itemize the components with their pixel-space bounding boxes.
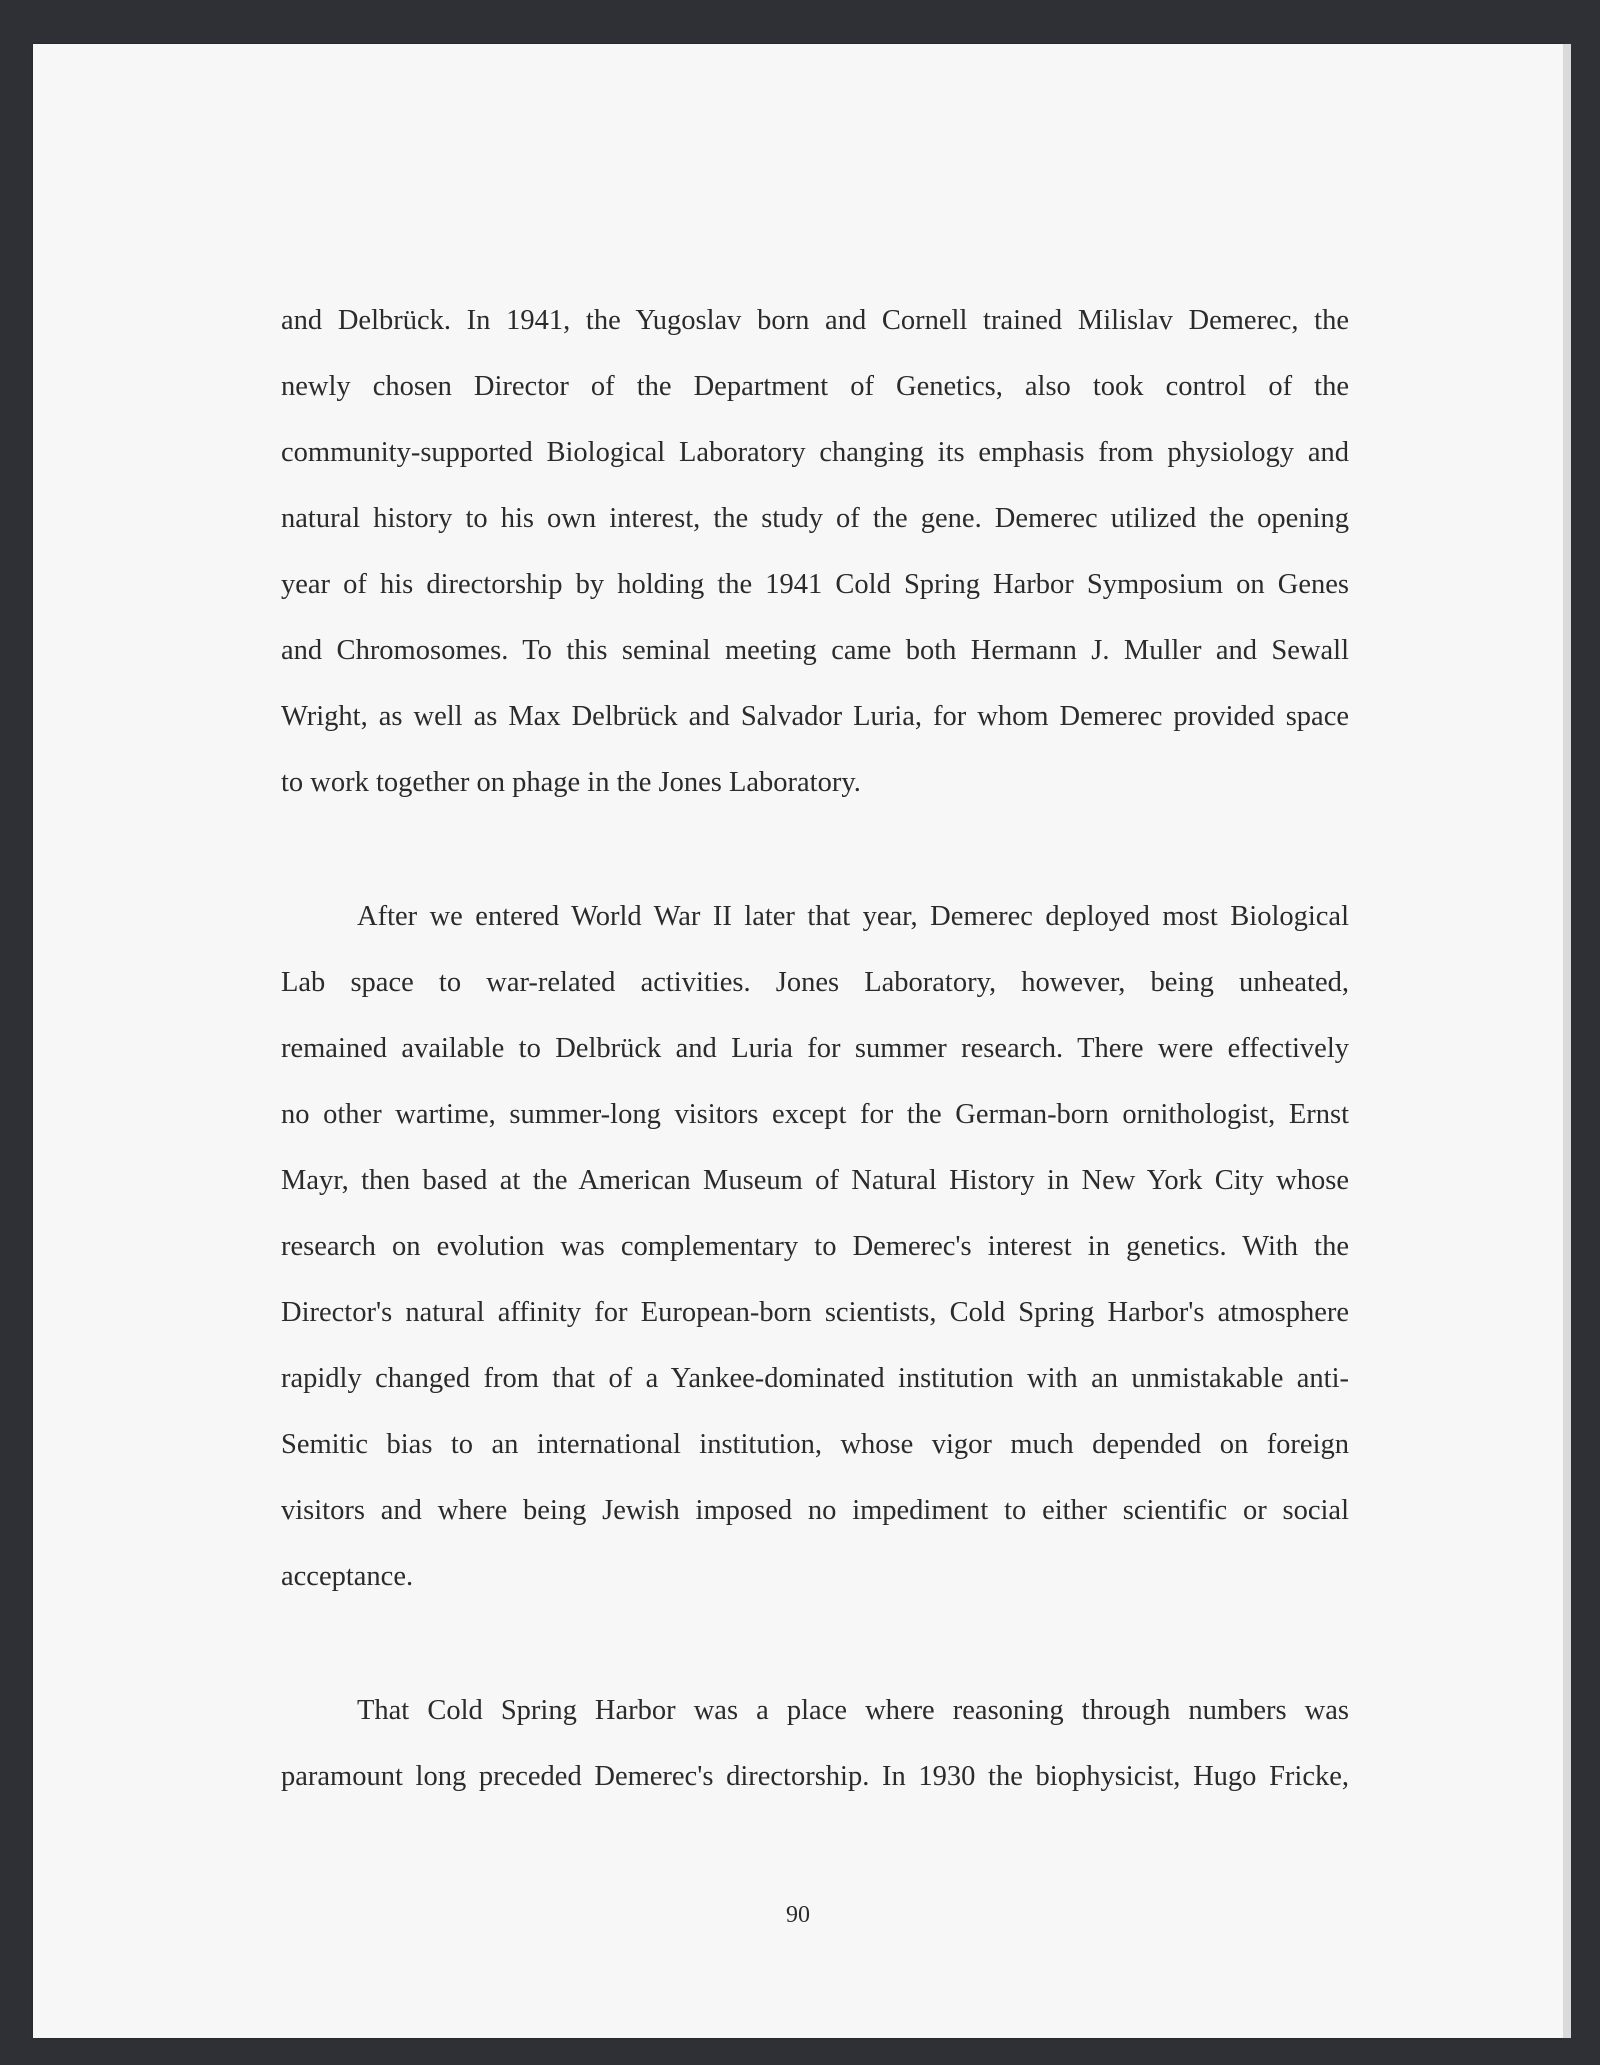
text-line: Lab space to war-related activities. Jones Laboratory, however, being unheated, [281,967,1349,998]
text-line: research on evolution was complementary to Demerec's interest in genetics. With the [281,1231,1349,1262]
text-line: remained available to Delbrück and Luria for summer research. There were effectively [281,1033,1349,1064]
text-line: paramount long preceded Demerec's directorship. In 1930 the biophysicist, Hugo Fricke, [281,1761,1349,1792]
text-line: and Chromosomes. To this seminal meeting came both Hermann J. Muller and Sewall [281,635,1349,666]
paragraph-3 [281,1678,1349,1810]
text-line: Director's natural affinity for European-born scientists, Cold Spring Harbor's atmosphere [281,1297,1349,1328]
text-line: rapidly changed from that of a Yankee-dominated institution with an unmistakable anti- [281,1363,1349,1394]
text-line: acceptance. [281,1561,414,1592]
page-edge [1563,44,1571,2038]
text-line: That Cold Spring Harbor was a place where reasoning through numbers was [357,1695,1349,1726]
text-line: community-supported Biological Laboratory changing its emphasis from physiology and [281,437,1349,468]
text-line: Semitic bias to an international institution, whose vigor much depended on foreign [281,1429,1349,1460]
text-line: After we entered World War II later that year, Demerec deployed most Biological [357,901,1349,932]
text-line: year of his directorship by holding the 1941 Cold Spring Harbor Symposium on Genes [281,569,1349,600]
text-line: Mayr, then based at the American Museum of Natural History in New York City whose [281,1165,1349,1196]
text-line: newly chosen Director of the Department of Genetics, also took control of the [281,371,1349,402]
text-line: and Delbrück. In 1941, the Yugoslav born and Cornell trained Milislav Demerec, the [281,305,1349,336]
paragraph-2 [281,884,1349,1610]
text-line: Wright, as well as Max Delbrück and Salvador Luria, for whom Demerec provided space [281,701,1349,732]
text-line: no other wartime, summer-long visitors except for the German-born ornithologist, Ernst [281,1099,1349,1130]
text-line: natural history to his own interest, the study of the gene. Demerec utilized the opening [281,503,1349,534]
document-page [33,44,1563,2038]
text-line: to work together on phage in the Jones Laboratory. [281,767,861,798]
paragraph-1 [281,288,1349,816]
page-number: 90 [786,1902,810,1928]
text-line: visitors and where being Jewish imposed no impediment to either scientific or social [281,1495,1349,1526]
